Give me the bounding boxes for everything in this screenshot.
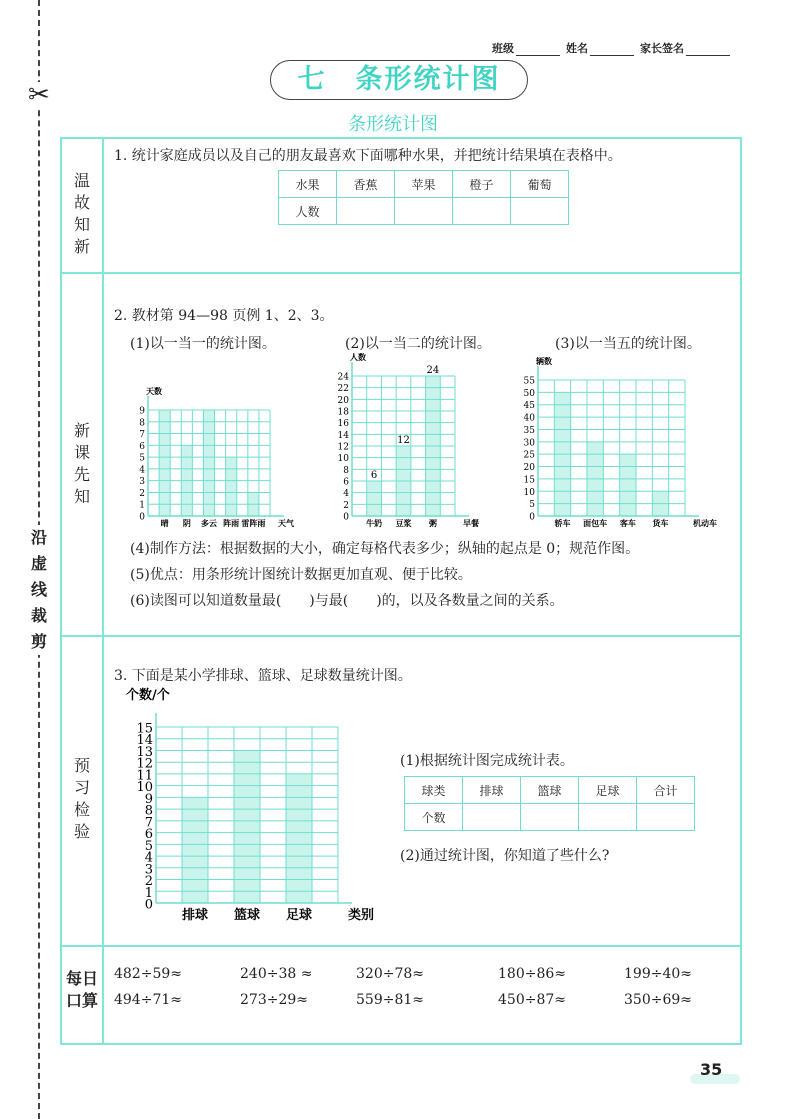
point-4: (4)制作方法：根据数据的大小，确定每格代表多少；纵轴的起点是 0；规范作图。 — [130, 541, 640, 557]
y-tick-label: 2 — [139, 488, 145, 499]
mental-math-item[interactable]: 273÷29≈ — [240, 992, 308, 1008]
bar — [182, 797, 208, 903]
y-tick-label: 15 — [136, 721, 153, 737]
data-label: 24 — [426, 365, 440, 376]
y-tick-label: 18 — [337, 407, 349, 418]
bar — [620, 454, 636, 516]
y-tick-label: 11 — [136, 768, 153, 784]
cut-instruction: 沿虚线裁剪 — [30, 525, 48, 655]
y-tick-label: 10 — [523, 487, 535, 498]
row-label: 人数 — [279, 198, 337, 225]
y-tick-label: 0 — [139, 512, 145, 523]
y-tick-label: 2 — [343, 500, 349, 511]
y-tick-label: 12 — [337, 442, 349, 453]
x-tick-label: 雷阵雨 — [241, 518, 266, 528]
row-label: 个数 — [405, 804, 463, 831]
x-axis-label: 机动车 — [693, 518, 717, 528]
page-number: 35 — [700, 1060, 723, 1079]
data-label: 12 — [397, 435, 410, 446]
x-axis-label: 早餐 — [463, 518, 479, 528]
mental-math-item[interactable]: 180÷86≈ — [498, 966, 566, 982]
x-axis-label: 天气 — [278, 518, 294, 528]
y-tick-label: 45 — [523, 401, 535, 412]
x-tick-label: 阵雨 — [223, 518, 240, 528]
bar — [367, 481, 382, 516]
y-tick-label: 5 — [139, 453, 145, 464]
y-tick-label: 8 — [144, 803, 153, 819]
mental-math-item[interactable]: 450÷87≈ — [498, 992, 566, 1008]
x-tick-label: 篮球 — [233, 908, 261, 923]
x-tick-label: 客车 — [619, 518, 636, 528]
y-tick-label: 14 — [136, 733, 153, 749]
y-tick-label: 35 — [523, 425, 535, 436]
y-tick-label: 0 — [144, 897, 153, 913]
y-tick-label: 10 — [136, 780, 153, 796]
point-5: (5)优点：用条形统计图统计数据更加直观、便于比较。 — [130, 567, 472, 583]
name-label: 姓名 — [566, 42, 588, 55]
y-tick-label: 0 — [529, 512, 535, 523]
chart-caption-1: (1)以一当一的统计图。 — [130, 336, 276, 352]
x-tick-label: 豆浆 — [395, 518, 412, 528]
y-tick-label: 6 — [139, 441, 145, 452]
x-tick-label: 晴 — [160, 518, 169, 528]
y-tick-label: 4 — [343, 489, 349, 500]
x-tick-label: 排球 — [181, 908, 209, 923]
table-header: 水果 — [279, 171, 337, 198]
bar — [159, 410, 170, 516]
question-2: 2. 教材第 94—98 页例 1、2、3。 — [114, 308, 334, 324]
label-text: 预习检验 — [74, 756, 91, 841]
y-tick-label: 6 — [343, 477, 349, 488]
y-tick-label: 1 — [144, 885, 153, 901]
y-tick-label: 6 — [144, 827, 153, 843]
y-tick-label: 20 — [337, 395, 349, 406]
y-tick-label: 0 — [343, 512, 349, 523]
x-tick-label: 粥 — [428, 518, 437, 528]
y-tick-label: 9 — [144, 791, 153, 807]
mental-math-item[interactable]: 320÷78≈ — [356, 966, 424, 982]
y-tick-label: 10 — [337, 454, 349, 465]
y-tick-label: 2 — [144, 874, 153, 890]
x-tick-label: 阴 — [182, 518, 191, 528]
chart-caption-2: (2)以一当二的统计图。 — [345, 336, 491, 352]
y-tick-label: 13 — [136, 744, 153, 760]
mental-math-item[interactable]: 350÷69≈ — [624, 992, 692, 1008]
question-3: 3. 下面是某小学排球、篮球、足球数量统计图。 — [114, 668, 412, 684]
table-header: 橙子 — [453, 171, 511, 198]
bar — [234, 750, 260, 903]
y-tick-label: 25 — [523, 450, 535, 461]
y-tick-label: 1 — [139, 500, 145, 511]
y-axis-label: 辆数 — [536, 356, 552, 366]
y-tick-label: 24 — [337, 372, 349, 383]
y-axis-label: 人数 — [350, 352, 366, 362]
y-tick-label: 5 — [529, 500, 535, 511]
label-text: 温故知新 — [74, 171, 91, 256]
y-tick-label: 12 — [136, 756, 153, 772]
table-header: 排球 — [463, 777, 521, 804]
table-header: 香蕉 — [337, 171, 395, 198]
y-tick-label: 8 — [139, 418, 145, 429]
y-tick-label: 20 — [523, 463, 535, 474]
y-tick-label: 22 — [337, 384, 349, 395]
y-tick-label: 3 — [144, 862, 153, 878]
x-axis-label: 类别 — [348, 908, 375, 923]
y-axis-label: 个数/个 — [126, 688, 170, 703]
y-tick-label: 4 — [139, 465, 145, 476]
scissors-icon: ✂ — [28, 80, 50, 110]
y-tick-label: 9 — [139, 406, 145, 417]
table-header: 苹果 — [395, 171, 453, 198]
mental-math-item[interactable]: 199÷40≈ — [624, 966, 692, 982]
table-header: 篮球 — [521, 777, 579, 804]
y-tick-label: 40 — [523, 413, 535, 424]
table-header: 足球 — [579, 777, 637, 804]
table-header: 球类 — [405, 777, 463, 804]
y-tick-label: 50 — [523, 388, 535, 399]
x-tick-label: 足球 — [285, 908, 313, 923]
y-tick-label: 55 — [523, 376, 535, 387]
subquestion-2: (2)通过统计图，你知道了些什么? — [400, 848, 610, 864]
x-tick-label: 轿车 — [554, 518, 571, 528]
table-header: 合计 — [637, 777, 695, 804]
subquestion-1: (1)根据统计图完成统计表。 — [400, 753, 574, 769]
x-tick-label: 货车 — [652, 518, 669, 528]
y-tick-label: 16 — [337, 419, 349, 430]
section-subtitle: 条形统计图 — [348, 114, 438, 135]
label-text: 每日口算 — [65, 969, 98, 1010]
question-1: 1. 统计家庭成员以及自己的朋友最喜欢下面哪种水果，并把统计结果填在表格中。 — [114, 148, 622, 164]
y-tick-label: 8 — [343, 465, 349, 476]
y-tick-label: 7 — [139, 430, 145, 441]
y-tick-label: 14 — [337, 430, 349, 441]
bar — [203, 410, 214, 516]
parent-signature-label: 家长签名 — [640, 42, 684, 55]
chapter-title: 七 条形统计图 — [270, 60, 528, 100]
bar — [226, 457, 237, 516]
y-axis-label: 天数 — [146, 386, 162, 396]
y-tick-label: 5 — [144, 838, 153, 854]
mental-math-item[interactable]: 559÷81≈ — [356, 992, 424, 1008]
mental-math-item[interactable]: 494÷71≈ — [114, 992, 182, 1008]
y-tick-label: 3 — [139, 477, 145, 488]
x-tick-label: 牛奶 — [366, 518, 383, 528]
y-tick-label: 30 — [523, 438, 535, 449]
x-tick-label: 多云 — [201, 518, 217, 528]
x-tick-label: 面包车 — [583, 518, 608, 528]
y-tick-label: 4 — [144, 850, 153, 866]
class-label: 班级 — [492, 42, 514, 55]
table-header: 葡萄 — [511, 171, 569, 198]
data-label: 6 — [370, 470, 378, 481]
mental-math-item[interactable]: 482÷59≈ — [114, 966, 182, 982]
bar — [286, 774, 312, 903]
y-tick-label: 7 — [144, 815, 153, 831]
y-tick-label: 15 — [523, 475, 535, 486]
mental-math-item[interactable]: 240÷38 ≈ — [240, 966, 313, 982]
point-6: (6)读图可以知道数量最( )与最( )的，以及各数量之间的关系。 — [130, 593, 564, 609]
chart-caption-3: (3)以一当五的统计图。 — [555, 336, 701, 352]
label-text: 新课先知 — [74, 421, 91, 506]
